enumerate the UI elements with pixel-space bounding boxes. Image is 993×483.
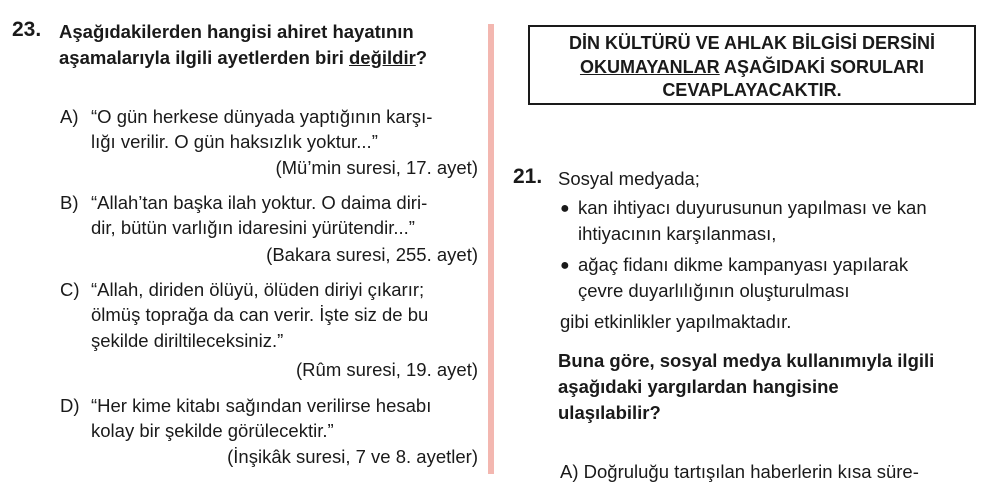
column-divider — [488, 24, 494, 474]
notice-line2-rest: AŞAĞIDAKİ SORULARI — [719, 56, 925, 77]
notice-box — [528, 25, 976, 105]
option-c-letter: C) — [60, 279, 80, 300]
question-21-option-a-partial: A) Doğruluğu tartışılan haberlerin kısa süre- — [560, 461, 919, 482]
question-21-prompt-line2: aşağıdaki yargılardan hangisine — [558, 376, 839, 397]
option-a-letter: A) — [60, 106, 79, 127]
question-21-prompt-line3: ulaşılabilir? — [558, 402, 661, 423]
option-b-line1: “Allah’tan başka ilah yoktur. O daima diri- — [91, 192, 428, 213]
option-b-source: (Bakara suresi, 255. ayet) — [266, 244, 478, 265]
option-c-line1: “Allah, diriden ölüyü, ölüden diriyi çıkarır; — [91, 279, 425, 300]
bullet-icon: ● — [560, 257, 570, 274]
option-c-line3: şekilde diriltileceksiniz.” — [91, 330, 284, 351]
question-21-intro: Sosyal medyada; — [558, 168, 700, 189]
option-a-line1: “O gün herkese dünyada yaptığının karşı- — [91, 106, 433, 127]
question-23-stem-line2 — [59, 46, 427, 69]
bullet-icon: ● — [560, 200, 570, 217]
option-c-line2: ölmüş toprağa da can verir. İşte siz de bu — [91, 304, 429, 325]
option-a-source: (Mü’min suresi, 17. ayet) — [275, 157, 478, 178]
option-c-source: (Rûm suresi, 19. ayet) — [296, 359, 478, 380]
stem-question-mark: ? — [415, 47, 428, 68]
option-d-line1: “Her kime kitabı sağından verilirse hesabı — [91, 395, 432, 416]
stem-emphasis: değildir — [348, 47, 416, 68]
notice-line2 — [530, 56, 974, 80]
notice-line1: DİN KÜLTÜRÜ VE AHLAK BİLGİSİ DERSİNİ — [568, 33, 935, 53]
stem-text: aşamalarıyla ilgili ayetlerden biri — [59, 47, 349, 68]
option-a-line2: lığı verilir. O gün haksızlık yoktur...” — [91, 131, 378, 152]
option-b-line2: dir, bütün varlığın idaresini yürütendir...” — [91, 217, 415, 238]
bullet-1-line1: kan ihtiyacı duyurusunun yapılması ve kan — [578, 197, 927, 218]
question-21-number: 21. — [513, 165, 543, 188]
bullet-2-line2: çevre duyarlılığının oluşturulması — [578, 280, 850, 301]
question-21-prompt-line1: Buna göre, sosyal medya kullanımıyla ilgili — [558, 350, 935, 371]
option-d-line2: kolay bir şekilde görülecektir.” — [91, 420, 334, 441]
question-23-number: 23. — [12, 18, 42, 41]
option-b-letter: B) — [60, 192, 79, 213]
notice-emphasis: OKUMAYANLAR — [579, 56, 720, 77]
question-21-outro: gibi etkinlikler yapılmaktadır. — [560, 311, 792, 332]
notice-line3: CEVAPLAYACAKTIR. — [662, 80, 842, 100]
option-d-letter: D) — [60, 395, 80, 416]
question-23-stem-line1: Aşağıdakilerden hangisi ahiret hayatının — [59, 21, 414, 42]
option-d-source: (İnşikâk suresi, 7 ve 8. ayetler) — [227, 446, 478, 467]
bullet-1-line2: ihtiyacının karşılanması, — [578, 223, 777, 244]
bullet-2-line1: ağaç fidanı dikme kampanyası yapılarak — [578, 254, 909, 275]
